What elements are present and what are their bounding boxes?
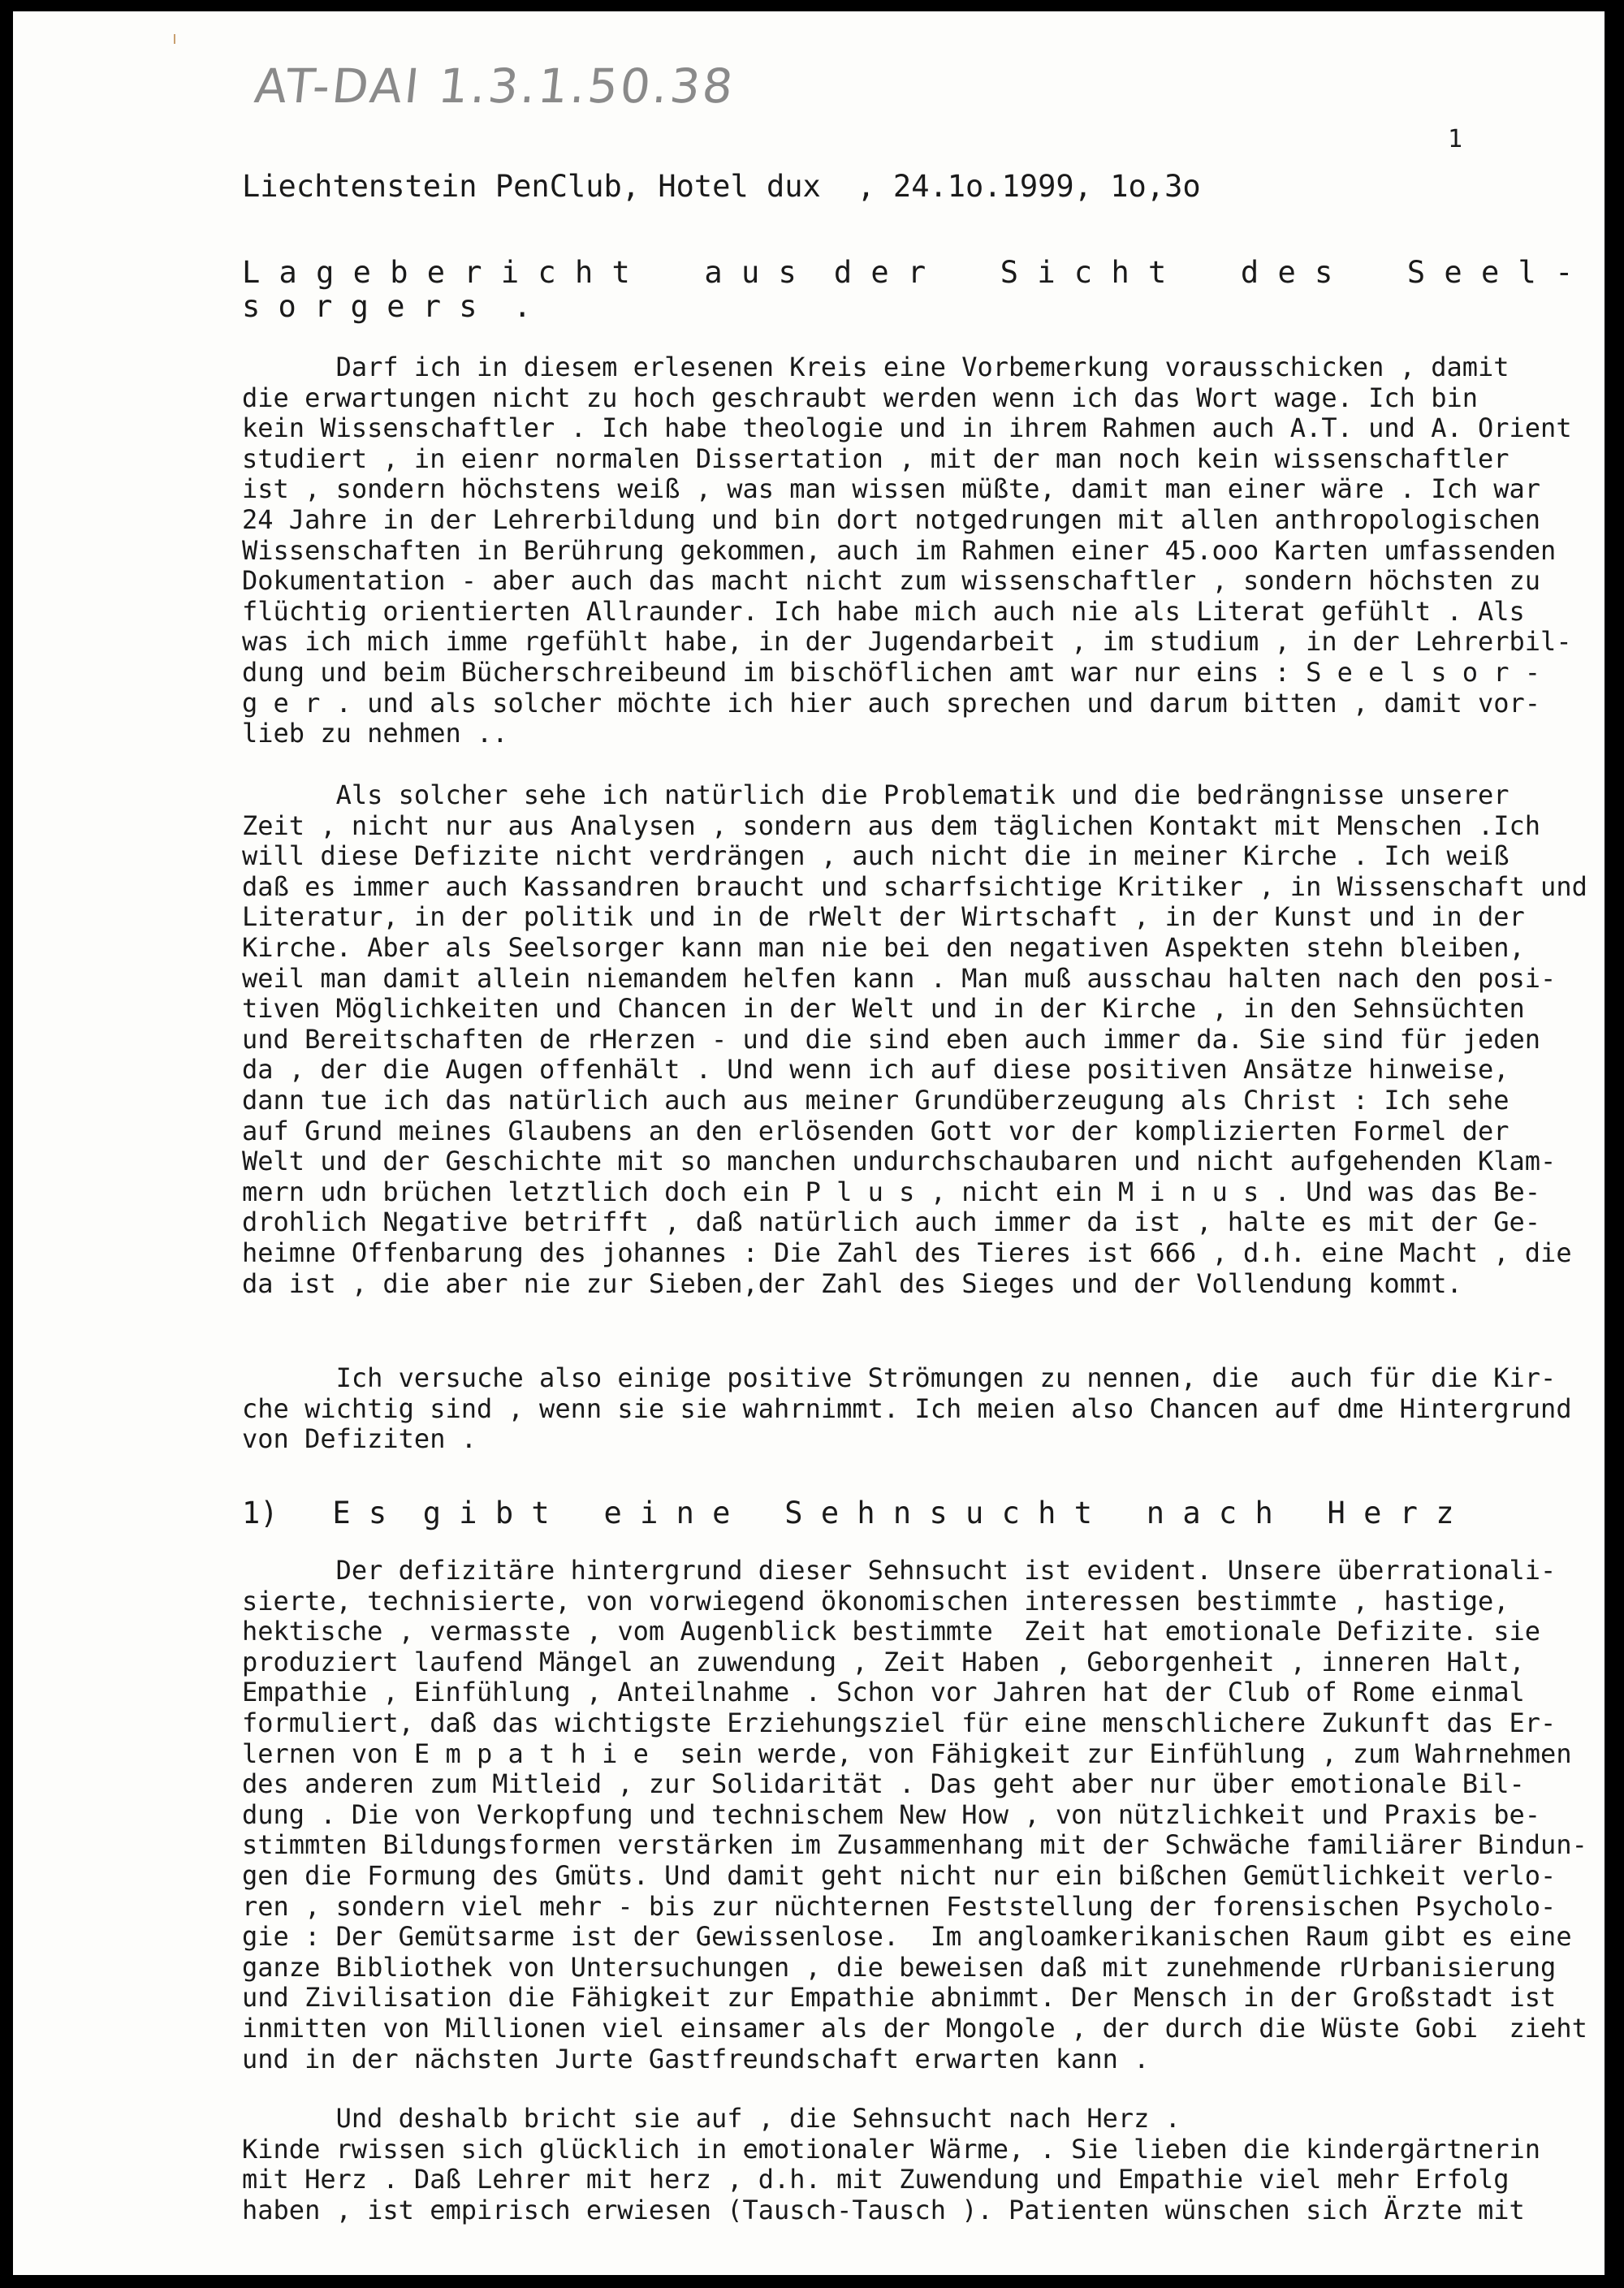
text-line: mern udn brüchen letztlich doch ein P l u s , nicht ein M i n u s . Und was das Be-	[242, 1176, 1541, 1207]
text-line: von Defiziten .	[242, 1423, 477, 1455]
text-line: lieb zu nehmen ..	[242, 718, 508, 749]
section-heading: 1) E s g i b t e i n e S e h n s u c h t n a c h H e r z	[242, 1496, 1454, 1530]
text-line: studiert , in eienr normalen Dissertation , mit der man noch kein wissenschaftler	[242, 442, 1510, 474]
text-line: des anderen zum Mitleid , zur Solidarität . Das geht aber nur über emotionale Bil-	[242, 1768, 1525, 1800]
text-line: lernen von E m p a t h i e sein werde, von Fähigkeit zur Einfühlung , zum Wahrnehmen	[242, 1738, 1572, 1769]
text-line: gie : Der Gemütsarme ist der Gewissenlose. Im angloamkerikanischen Raum gibt es eine	[242, 1921, 1572, 1953]
archive-stamp: AT-DAI 1.3.1.50.38	[252, 58, 738, 114]
text-line: gen die Formung des Gmüts. Und damit geht nicht nur ein bißchen Gemütlichkeit verlo-	[242, 1859, 1557, 1891]
text-line: Welt und der Geschichte mit so manchen undurchschaubaren und nicht aufgehenden Klam-	[242, 1146, 1557, 1177]
header-line: Liechtenstein PenClub, Hotel dux , 24.1o.1999, 1o,3o	[242, 169, 1201, 204]
title-line-2: s o r g e r s .	[242, 289, 532, 324]
text-line: flüchtig orientierten Allraunder. Ich habe mich auch nie als Literat gefühlt . Als	[242, 595, 1525, 627]
text-line: produziert laufend Mängel an zuwendung , Zeit Haben , Geborgenheit , inneren Halt,	[242, 1646, 1525, 1677]
text-line: sierte, technisierte, von vorwiegend ökonomischen interessen bestimmte , hastige,	[242, 1585, 1510, 1617]
text-line: Und deshalb bricht sie auf , die Sehnsucht nach Herz .	[242, 2103, 1181, 2134]
paragraph-5	[242, 2104, 1540, 2225]
text-line: und Zivilisation die Fähigkeit zur Empathie abnimmt. Der Mensch in der Großstadt ist	[242, 1982, 1557, 2014]
text-line: dann tue ich das natürlich auch aus meiner Grundüberzeugung als Christ : Ich sehe	[242, 1084, 1510, 1116]
text-line: die erwartungen nicht zu hoch geschraubt werden wenn ich das Wort wage. Ich bin	[242, 382, 1478, 413]
text-line: was ich mich imme rgefühlt habe, in der Jugendarbeit , im studium , in der Lehrerbil-	[242, 626, 1572, 658]
text-line: Kinde rwissen sich glücklich in emotionaler Wärme, . Sie lieben die kindergärtnerin	[242, 2133, 1541, 2165]
text-line: Zeit , nicht nur aus Analysen , sondern aus dem täglichen Kontakt mit Menschen .Ich	[242, 809, 1541, 841]
paragraph-3	[242, 1363, 1572, 1455]
text-line: ren , sondern viel mehr - bis zur nüchternen Feststellung der forensischen Psycholo-	[242, 1890, 1557, 1922]
paragraph-4	[242, 1556, 1587, 2074]
text-line: haben , ist empirisch erwiesen (Tausch-Tausch ). Patienten wünschen sich Ärzte mit	[242, 2194, 1525, 2225]
text-line: formuliert, daß das wichtigste Erziehungsziel für eine menschlichere Zukunft das Er-	[242, 1707, 1557, 1738]
title-line-1: L a g e b e r i c h t a u s d e r S i c h t d e s S e e l -	[242, 255, 1574, 290]
text-line: will diese Defizite nicht verdrängen , auch nicht die in meiner Kirche . Ich weiß	[242, 840, 1510, 872]
text-line: auf Grund meines Glaubens an den erlösenden Gott vor der komplizierten Formel der	[242, 1115, 1510, 1146]
text-line: Kirche. Aber als Seelsorger kann man nie bei den negativen Aspekten stehn bleiben,	[242, 931, 1525, 963]
text-line: und in der nächsten Jurte Gastfreundschaft erwarten kann .	[242, 2043, 1150, 2074]
text-line: dung . Die von Verkopfung und technischem New How , von nützlichkeit und Praxis be-	[242, 1798, 1541, 1830]
text-line: da , der die Augen offenhält . Und wenn ich auf diese positiven Ansätze hinweise,	[242, 1054, 1510, 1086]
paragraph-1	[242, 352, 1572, 749]
text-line: hektische , vermasste , vom Augenblick bestimmte Zeit hat emotionale Defizite. sie	[242, 1616, 1541, 1647]
text-line: Darf ich in diesem erlesenen Kreis eine Vorbemerkung vorausschicken , damit	[242, 352, 1510, 382]
text-line: tiven Möglichkeiten und Chancen in der Welt und in der Kirche , in den Sehnsüchten	[242, 993, 1525, 1025]
text-line: kein Wissenschaftler . Ich habe theologie und in ihrem Rahmen auch A.T. und A. Orient	[242, 412, 1572, 444]
text-line: daß es immer auch Kassandren braucht und scharfsichtige Kritiker , in Wissenschaft und	[242, 870, 1587, 902]
text-line: Als solcher sehe ich natürlich die Problematik und die bedrängnisse unserer	[242, 779, 1510, 810]
text-line: che wichtig sind , wenn sie sie wahrnimmt. Ich meien also Chancen auf dme Hintergrund	[242, 1392, 1572, 1424]
text-line: Der defizitäre hintergrund dieser Sehnsucht ist evident. Unsere überrationali-	[242, 1555, 1557, 1586]
text-line: Literatur, in der politik und in de rWelt der Wirtschaft , in der Kunst und in der	[242, 901, 1525, 933]
text-line: g e r . und als solcher möchte ich hier auch sprechen und darum bitten , damit vor-	[242, 687, 1541, 719]
text-line: und Bereitschaften de rHerzen - und die sind eben auch immer da. Sie sind für jeden	[242, 1023, 1541, 1055]
text-line: inmitten von Millionen viel einsamer als der Mongole , der durch die Wüste Gobi zieht	[242, 2012, 1587, 2044]
document-page	[13, 11, 1605, 2275]
text-line: Empathie , Einfühlung , Anteilnahme . Schon vor Jahren hat der Club of Rome einmal	[242, 1677, 1525, 1708]
text-line: da ist , die aber nie zur Sieben,der Zahl des Sieges und der Vollendung kommt.	[242, 1267, 1462, 1299]
text-line: heimne Offenbarung des johannes : Die Zahl des Tieres ist 666 , d.h. eine Macht , die	[242, 1237, 1572, 1268]
text-line: stimmten Bildungsformen verstärken im Zusammenhang mit der Schwäche familiärer Bindun-	[242, 1829, 1587, 1861]
page-number: 1	[1448, 125, 1463, 153]
text-line: weil man damit allein niemandem helfen kann . Man muß ausschau halten nach den posi-	[242, 962, 1557, 994]
paragraph-2	[242, 780, 1587, 1299]
text-line: ist , sondern höchstens weiß , was man wissen müßte, damit man einer wäre . Ich war	[242, 473, 1541, 505]
text-line: Ich versuche also einige positive Strömungen zu nennen, die auch für die Kir-	[242, 1362, 1557, 1393]
text-line: drohlich Negative betrifft , daß natürlich auch immer da ist , halte es mit der Ge-	[242, 1207, 1541, 1238]
text-line: 24 Jahre in der Lehrerbildung und bin dort notgedrungen mit allen anthropologischen	[242, 503, 1541, 535]
text-line: mit Herz . Daß Lehrer mit herz , d.h. mit Zuwendung und Empathie viel mehr Erfolg	[242, 2164, 1510, 2195]
scan-mark	[174, 34, 175, 44]
text-line: Dokumentation - aber auch das macht nicht zum wissenschaftler , sondern höchsten zu	[242, 565, 1541, 597]
text-line: dung und beim Bücherschreibeund im bischöflichen amt war nur eins : S e e l s o r -	[242, 656, 1541, 688]
text-line: Wissenschaften in Berührung gekommen, auch im Rahmen einer 45.ooo Karten umfassenden	[242, 534, 1557, 566]
text-line: ganze Bibliothek von Untersuchungen , die beweisen daß mit zunehmende rUrbanisierung	[242, 1951, 1557, 1983]
